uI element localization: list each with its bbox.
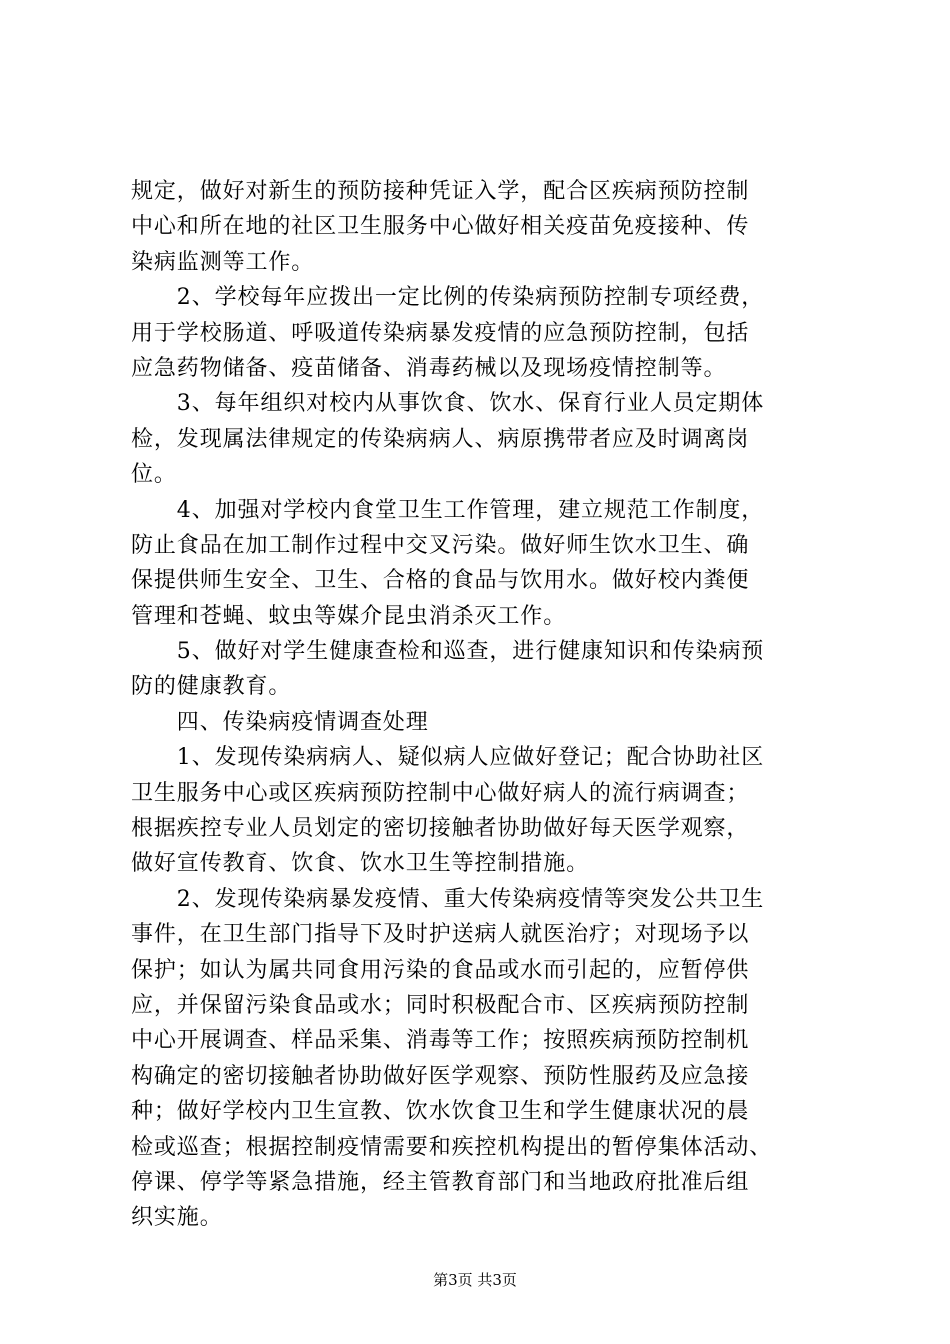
text-line: 事件，在卫生部门指导下及时护送病人就医治疗；对现场予以	[131, 922, 750, 948]
document-body	[131, 174, 831, 1236]
text-line: 织实施。	[131, 1205, 223, 1231]
text-line: 做好宣传教育、饮食、饮水卫生等控制措施。	[131, 851, 590, 877]
text-line: 4、加强对学校内食堂卫生工作管理，建立规范工作制度，	[131, 497, 765, 523]
text-line: 2、发现传染病暴发疫情、重大传染病疫情等突发公共卫生	[131, 886, 765, 912]
text-line: 检或巡查；根据控制疫情需要和疾控机构提出的暂停集体活动、	[131, 1134, 773, 1160]
text-line: 中心和所在地的社区卫生服务中心做好相关疫苗免疫接种、传	[131, 214, 750, 240]
text-line: 检，发现属法律规定的传染病病人、病原携带者应及时调离岗	[131, 426, 750, 452]
text-line: 位。	[131, 462, 177, 488]
text-line: 管理和苍蝇、蚊虫等媒介昆虫消杀灭工作。	[131, 603, 567, 629]
page-footer	[0, 1270, 950, 1290]
text-line: 中心开展调查、样品采集、消毒等工作；按照疾病预防控制机	[131, 1028, 750, 1054]
text-line: 1、发现传染病病人、疑似病人应做好登记；配合协助社区	[131, 745, 765, 771]
text-line: 构确定的密切接触者协助做好医学观察、预防性服药及应急接	[131, 1063, 750, 1089]
text-line: 停课、停学等紧急措施，经主管教育部门和当地政府批准后组	[131, 1169, 750, 1195]
text-line: 种；做好学校内卫生宣教、饮水饮食卫生和学生健康状况的晨	[131, 1099, 750, 1125]
text-line: 2、学校每年应拨出一定比例的传染病预防控制专项经费，	[131, 285, 765, 311]
text-line: 应，并保留污染食品或水；同时积极配合市、区疾病预防控制	[131, 992, 750, 1018]
text-line: 根据疾控专业人员划定的密切接触者协助做好每天医学观察，	[131, 816, 750, 842]
text-line: 保提供师生安全、卫生、合格的食品与饮用水。做好校内粪便	[131, 568, 750, 594]
text-line: 保护；如认为属共同食用污染的食品或水而引起的，应暂停供	[131, 957, 750, 983]
text-line: 防的健康教育。	[131, 674, 292, 700]
page-number-label: 第3页 共3页	[433, 1271, 517, 1289]
text-line: 卫生服务中心或区疾病预防控制中心做好病人的流行病调查；	[131, 780, 750, 806]
text-line: 规定，做好对新生的预防接种凭证入学，配合区疾病预防控制	[131, 179, 750, 204]
text-line: 应急药物储备、疫苗储备、消毒药械以及现场疫情控制等。	[131, 355, 727, 381]
text-line: 染病监测等工作。	[131, 249, 315, 275]
text-line: 3、每年组织对校内从事饮食、饮水、保育行业人员定期体	[131, 391, 765, 417]
text-line: 5、做好对学生健康查检和巡查，进行健康知识和传染病预	[131, 639, 765, 665]
text-line: 防止食品在加工制作过程中交叉污染。做好师生饮水卫生、确	[131, 532, 750, 558]
text-line: 用于学校肠道、呼吸道传染病暴发疫情的应急预防控制，包括	[131, 320, 750, 346]
section-heading: 四、传染病疫情调查处理	[131, 709, 429, 735]
